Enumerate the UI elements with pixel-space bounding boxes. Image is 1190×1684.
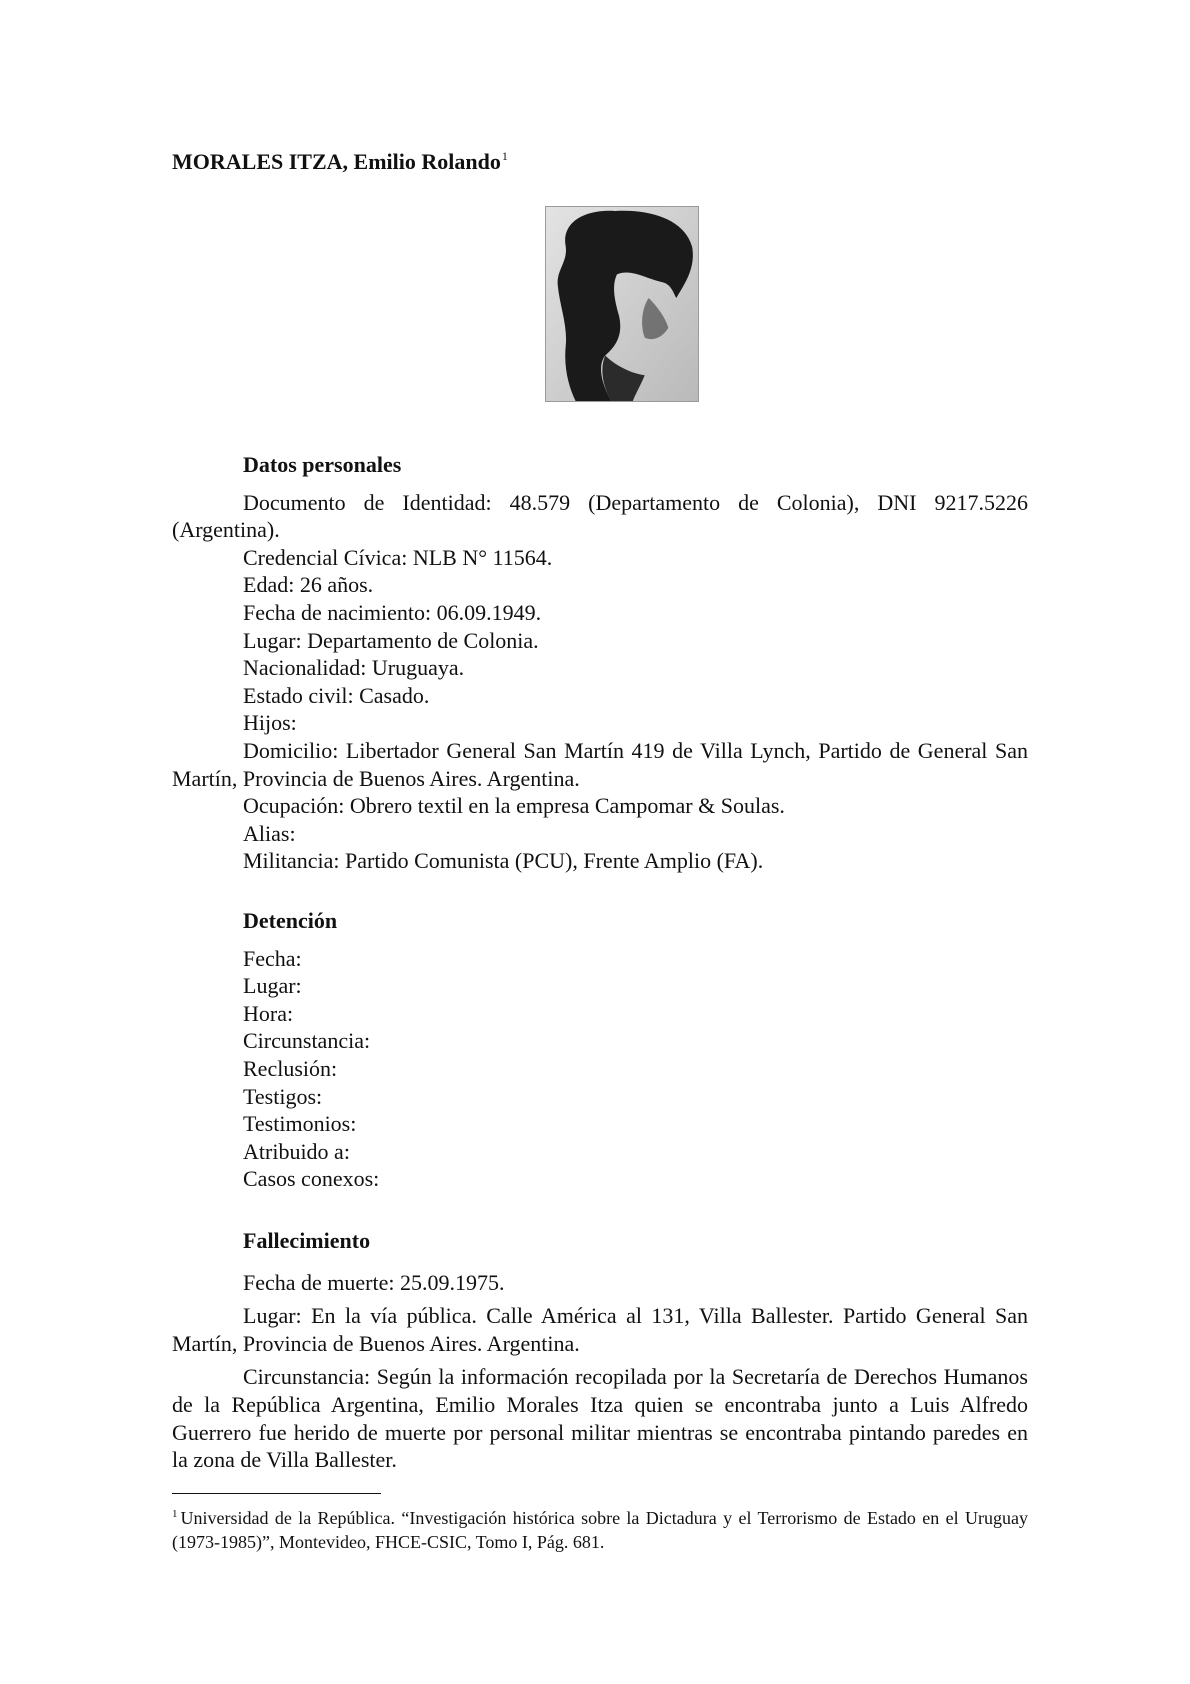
page-title [172,143,508,176]
portrait-image [546,207,698,401]
detention-witnesses: Testigos: [243,1083,323,1109]
detention-attributed-to: Atribuido a: [243,1138,350,1164]
footnote-number: 1 [172,1508,178,1520]
militancy: Militancia: Partido Comunista (PCU), Frente Amplio (FA). [243,848,764,874]
death-place: Lugar: En la vía pública. Calle América al 131, Villa Ballester. Partido General San Martín, Provincia de Buenos Aires. Argentina. [172,1303,1028,1356]
section-heading-detention: Detención [243,908,338,933]
portrait-photo [545,206,699,402]
birth-place: Lugar: Departamento de Colonia. [243,627,539,653]
death-section [172,1227,1028,1474]
alias: Alias: [243,820,296,846]
detention-place: Lugar: [243,973,302,999]
document-page [172,0,1028,1684]
nationality: Nacionalidad: Uruguaya. [243,655,465,681]
section-heading-death: Fallecimiento [243,1228,371,1253]
children: Hijos: [243,710,297,736]
identity-document: Documento de Identidad: 48.579 (Departamento de Colonia), DNI 9217.5226 (Argentina). [172,489,1028,543]
person-name: MORALES ITZA, Emilio Rolando [172,149,501,174]
footnote-text: Universidad de la República. “Investigación histórica sobre la Dictadura y el Terrorismo de Estado en el Uruguay (1973-1985)”, Montevideo, FHCE-CSIC, Tomo I, Pág. 681. [172,1508,1028,1552]
detention-time: Hora: [243,1000,294,1026]
footnote-divider [172,1493,381,1494]
marital-status: Estado civil: Casado. [243,682,430,708]
personal-data-section [172,451,1028,875]
footnote-reference[interactable]: 1 [501,149,508,163]
detention-related-cases: Casos conexos: [243,1166,380,1192]
detention-circumstance: Circunstancia: [243,1028,371,1054]
section-heading-personal-data: Datos personales [243,452,402,477]
detention-date: Fecha: [243,945,302,971]
detention-section [172,907,1028,1193]
age: Edad: 26 años. [243,572,374,598]
death-circumstance: Circunstancia: Según la información recopilada por la Secretaría de Derechos Humanos de la República Argentina, Emilio Morales Itza quien se encontraba junto a Luis Alfredo Guerrero fue herido de muerte por personal militar mientras se encontraba pintando paredes en la zona de Villa Ballester. [172,1364,1028,1473]
birth-date: Fecha de nacimiento: 06.09.1949. [243,599,542,625]
address: Domicilio: Libertador General San Martín 419 de Villa Lynch, Partido de General San Martín, Provincia de Buenos Aires. Argentina. [172,737,1028,791]
detention-testimonies: Testimonios: [243,1111,357,1137]
detention-confinement: Reclusión: [243,1055,338,1081]
civic-credential: Credencial Cívica: NLB N° 11564. [243,544,553,570]
death-date: Fecha de muerte: 25.09.1975. [243,1269,505,1295]
footnote [172,1502,1028,1554]
occupation: Ocupación: Obrero textil en la empresa Campomar & Soulas. [243,793,785,819]
